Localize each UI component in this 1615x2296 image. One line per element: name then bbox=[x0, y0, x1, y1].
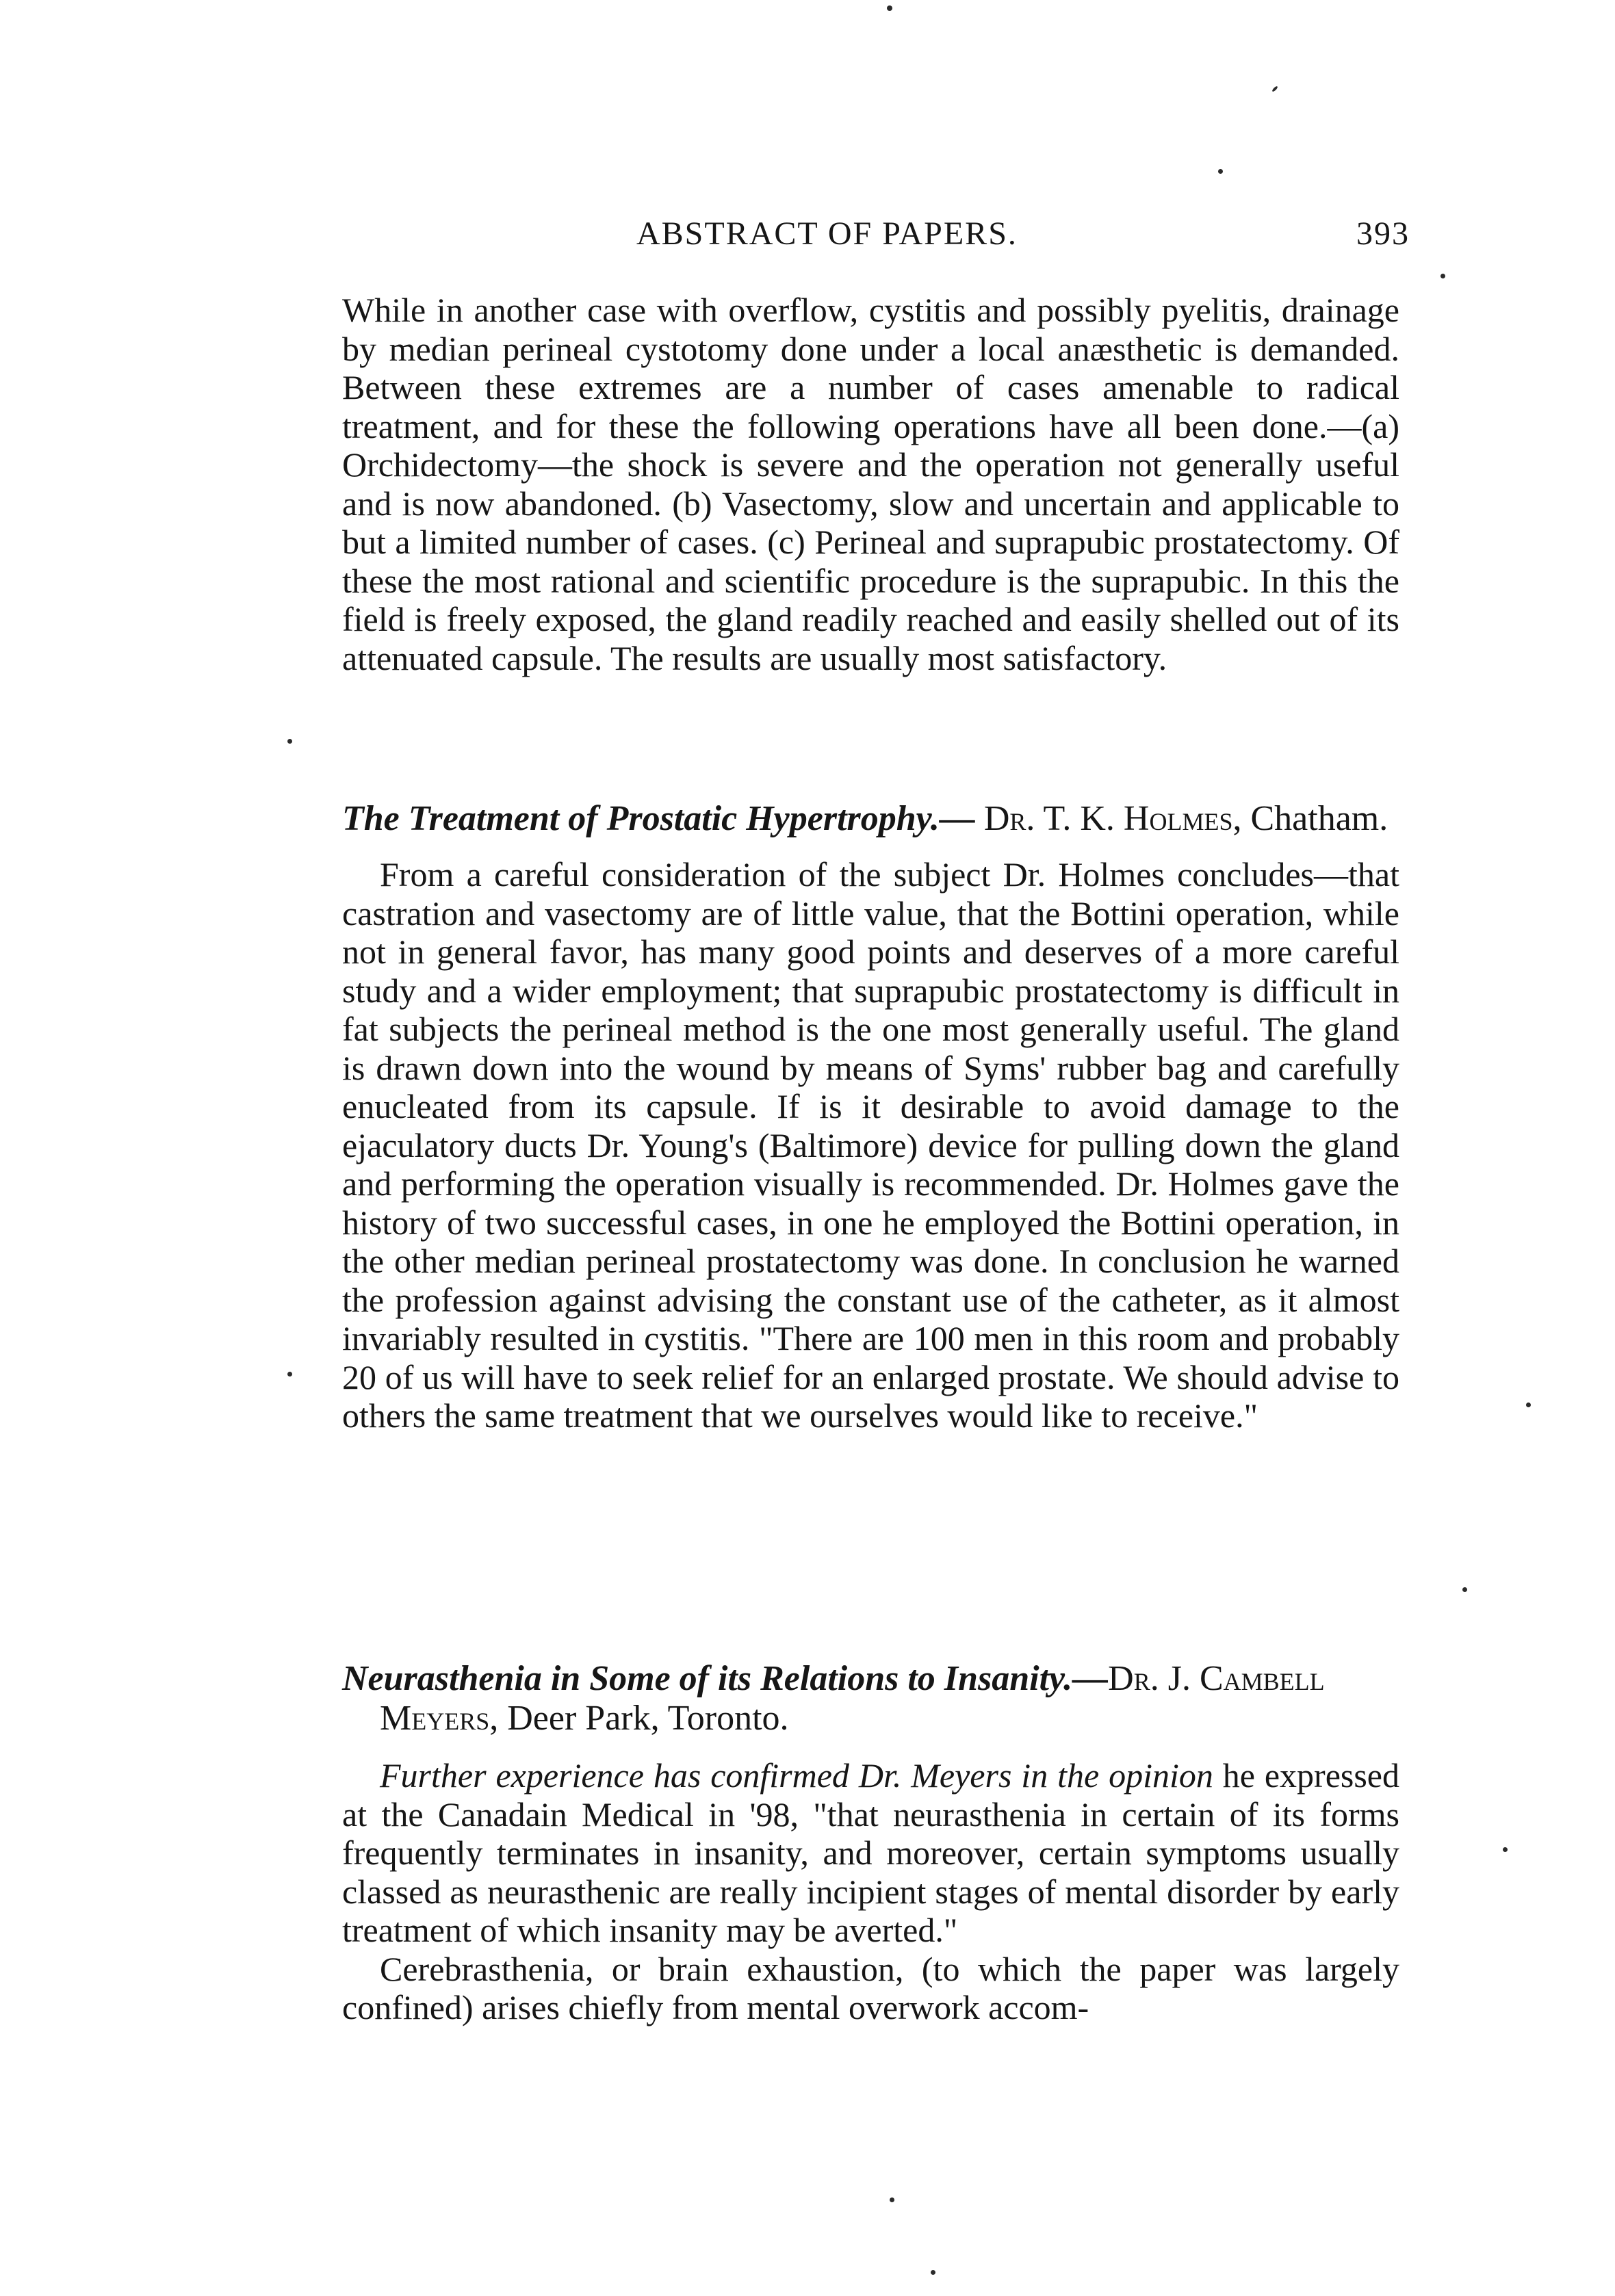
scan-speck bbox=[1218, 169, 1223, 174]
article-body-paragraph: Cerebrasthenia, or brain exhaustion, (to which the paper was largely confined) arises chiefly from mental overwork accom- bbox=[342, 1949, 1399, 2026]
scan-speck bbox=[1503, 1847, 1508, 1852]
article-heading bbox=[342, 1659, 1399, 1738]
scan-speck bbox=[1462, 1587, 1467, 1592]
scan-speck bbox=[887, 5, 892, 11]
scan-speck bbox=[287, 1372, 292, 1377]
article-heading bbox=[342, 799, 1399, 839]
article-author: Dr. J. Cambell Meyers, bbox=[380, 1659, 1325, 1738]
article-body: From a careful consideration of the subject Dr. Holmes concludes—that castration and vasectomy are of little value, that the Bottini operation, while not in general favor, has many good points and deserves of a more careful study and a wider employment; that suprapubic prostatectomy is difficult in fat subjects the perineal method is the one most generally useful. The gland is drawn down into the wound by means of Syms' rubber bag and carefully enucleated from its capsule. If is it desirable to avoid damage to the ejaculatory ducts Dr. Young's (Baltimore) device for pulling down the gland and performing the operation visually is recommended. Dr. Holmes gave the history of two successful cases, in one he employed the Bottini operation, in the other median perineal prostatectomy was done. In conclusion he warned the profession against advising the constant use of the catheter, as it almost invariably resulted in cystitis. "There are 100 men in this room and probably 20 of us will have to seek relief for an enlarged prostate. We should advise to others the same treatment that we ourselves would like to receive." bbox=[342, 855, 1399, 1435]
article-author: Dr. T. K. Holmes, bbox=[983, 799, 1242, 838]
paragraph-rest: he expressed at the Canadain Medical in '98, "that neurasthenia in certain of its forms frequently terminates in insanity, and moreover, certain symptoms usually classed as neurasthenic are really incipient stages of mental disorder by early treatment of which insanity may be averted." bbox=[342, 1756, 1399, 1949]
italic-lead: Further experience has confirmed Dr. Meyers in the opinion bbox=[380, 1756, 1213, 1795]
scan-speck bbox=[1440, 274, 1445, 278]
article-holmes bbox=[342, 799, 1399, 1435]
running-head-title: ABSTRACT OF PAPERS. bbox=[636, 216, 1018, 252]
scan-speck bbox=[1271, 86, 1278, 92]
page-number: 393 bbox=[1356, 216, 1410, 252]
scan-speck bbox=[890, 2197, 894, 2202]
article-body-paragraph bbox=[342, 1756, 1399, 1950]
article-title: Neurasthenia in Some of its Relations to Insanity.— bbox=[342, 1659, 1109, 1698]
text-block-continuation bbox=[342, 291, 1399, 677]
scan-speck bbox=[287, 739, 292, 744]
scan-speck bbox=[931, 2270, 935, 2275]
article-place: Deer Park, Toronto. bbox=[507, 1699, 789, 1738]
continuation-paragraph: While in another case with overflow, cystitis and possibly pyelitis, drainage by median perineal cystotomy done under a local anæsthetic is demanded. Between these extremes are a number of cases amenable to radical treatment, and for these the following operations have all been done.—(a) Orchidectomy—the shock is severe and the operation not generally useful and is now abandoned. (b) Vasectomy, slow and uncertain and applicable to but a limited number of cases. (c) Perineal and suprapubic prostatectomy. Of these the most rational and scientific procedure is the suprapubic. In this the field is freely exposed, the gland readily reached and easily shelled out of its attenuated capsule. The results are usually most satisfactory. bbox=[342, 291, 1399, 677]
running-head bbox=[342, 205, 1410, 260]
scan-speck bbox=[1526, 1403, 1531, 1407]
article-meyers bbox=[342, 1659, 1399, 2027]
article-place: Chatham. bbox=[1250, 799, 1388, 838]
article-title: The Treatment of Prostatic Hypertrophy.— bbox=[342, 799, 975, 838]
